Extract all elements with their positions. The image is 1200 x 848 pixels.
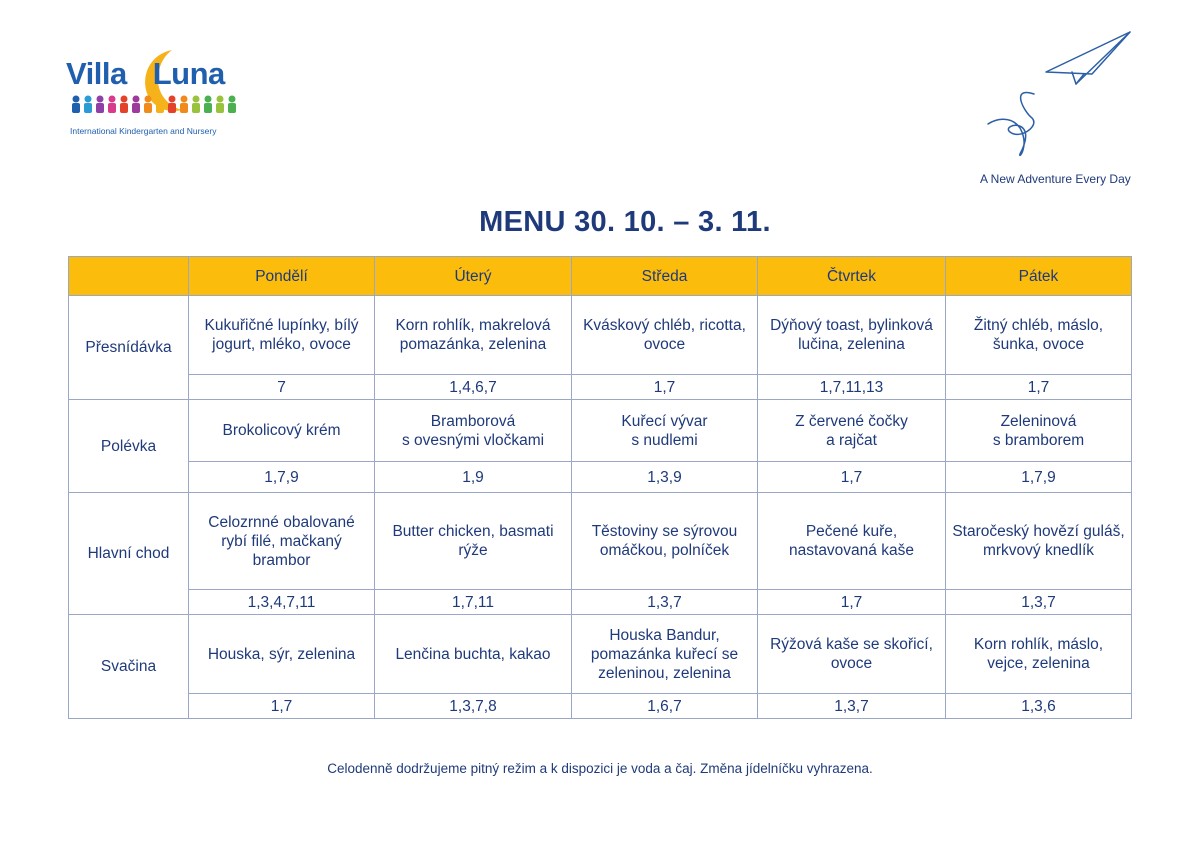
paper-plane-icon [980, 28, 1140, 163]
villa-luna-logo [66, 44, 246, 139]
meal-item: Žitný chléb, máslo, šunka, ovoce [946, 296, 1132, 375]
allergen-row [69, 375, 1132, 400]
allergen-codes: 7 [189, 375, 375, 400]
day-header-monday: Pondělí [189, 257, 375, 296]
allergen-codes: 1,7 [758, 462, 946, 493]
allergen-codes: 1,9 [375, 462, 572, 493]
corner-cell [69, 257, 189, 296]
allergen-codes: 1,7 [946, 375, 1132, 400]
meal-item: Dýňový toast, bylinková lučina, zelenina [758, 296, 946, 375]
allergen-row [69, 462, 1132, 493]
day-header-wednesday: Středa [572, 257, 758, 296]
allergen-codes: 1,3,7 [572, 590, 758, 615]
meal-name: Hlavní chod [69, 493, 189, 615]
meal-item: Korn rohlík, máslo, vejce, zelenina [946, 615, 1132, 694]
logo-name-villa: Villa [66, 56, 127, 91]
meal-name: Svačina [69, 615, 189, 719]
meal-item: Kuřecí vývar s nudlemi [572, 400, 758, 462]
allergen-codes: 1,7,11,13 [758, 375, 946, 400]
allergen-codes: 1,3,9 [572, 462, 758, 493]
meal-row-snack-morning [69, 296, 1132, 375]
allergen-codes: 1,7 [189, 694, 375, 719]
allergen-codes: 1,3,7 [758, 694, 946, 719]
logo-name-luna: Luna [152, 56, 225, 91]
meal-row-soup [69, 400, 1132, 462]
footer-note: Celodenně dodržujeme pitný režim a k dispozici je voda a čaj. Změna jídelníčku vyhrazena. [327, 761, 873, 776]
allergen-codes: 1,7 [758, 590, 946, 615]
allergen-codes: 1,7,9 [189, 462, 375, 493]
meal-name: Polévka [69, 400, 189, 493]
header-row [69, 257, 1132, 296]
children-row-icon [70, 94, 240, 120]
page-title: MENU 30. 10. – 3. 11. [479, 206, 771, 238]
allergen-codes: 1,3,7 [946, 590, 1132, 615]
day-header-thursday: Čtvrtek [758, 257, 946, 296]
allergen-codes: 1,7,11 [375, 590, 572, 615]
meal-item: Korn rohlík, makrelová pomazánka, zelenina [375, 296, 572, 375]
allergen-row [69, 590, 1132, 615]
allergen-codes: 1,3,6 [946, 694, 1132, 719]
menu-table [68, 256, 1132, 719]
meal-row-main [69, 493, 1132, 590]
tagline: A New Adventure Every Day [980, 172, 1131, 186]
meal-item: Lenčina buchta, kakao [375, 615, 572, 694]
meal-item: Bramborová s ovesnými vločkami [375, 400, 572, 462]
meal-item: Kváskový chléb, ricotta, ovoce [572, 296, 758, 375]
meal-row-snack-afternoon [69, 615, 1132, 694]
allergen-codes: 1,6,7 [572, 694, 758, 719]
meal-item: Zeleninová s bramborem [946, 400, 1132, 462]
meal-item: Těstoviny se sýrovou omáčkou, polníček [572, 493, 758, 590]
meal-item: Rýžová kaše se skořicí, ovoce [758, 615, 946, 694]
meal-item: Celozrnné obalované rybí filé, mačkaný brambor [189, 493, 375, 590]
meal-item: Kukuřičné lupínky, bílý jogurt, mléko, ovoce [189, 296, 375, 375]
meal-item: Pečené kuře, nastavovaná kaše [758, 493, 946, 590]
allergen-codes: 1,3,7,8 [375, 694, 572, 719]
meal-item: Butter chicken, basmati rýže [375, 493, 572, 590]
day-header-tuesday: Úterý [375, 257, 572, 296]
meal-item: Houska, sýr, zelenina [189, 615, 375, 694]
allergen-row [69, 694, 1132, 719]
allergen-codes: 1,3,4,7,11 [189, 590, 375, 615]
day-header-friday: Pátek [946, 257, 1132, 296]
allergen-codes: 1,7,9 [946, 462, 1132, 493]
meal-name: Přesnídávka [69, 296, 189, 400]
logo-subtitle: International Kindergarten and Nursery [70, 126, 217, 136]
meal-item: Brokolicový krém [189, 400, 375, 462]
meal-item: Z červené čočky a rajčat [758, 400, 946, 462]
allergen-codes: 1,7 [572, 375, 758, 400]
meal-item: Staročeský hovězí guláš, mrkvový knedlík [946, 493, 1132, 590]
allergen-codes: 1,4,6,7 [375, 375, 572, 400]
meal-item: Houska Bandur, pomazánka kuřecí se zeleninou, zelenina [572, 615, 758, 694]
